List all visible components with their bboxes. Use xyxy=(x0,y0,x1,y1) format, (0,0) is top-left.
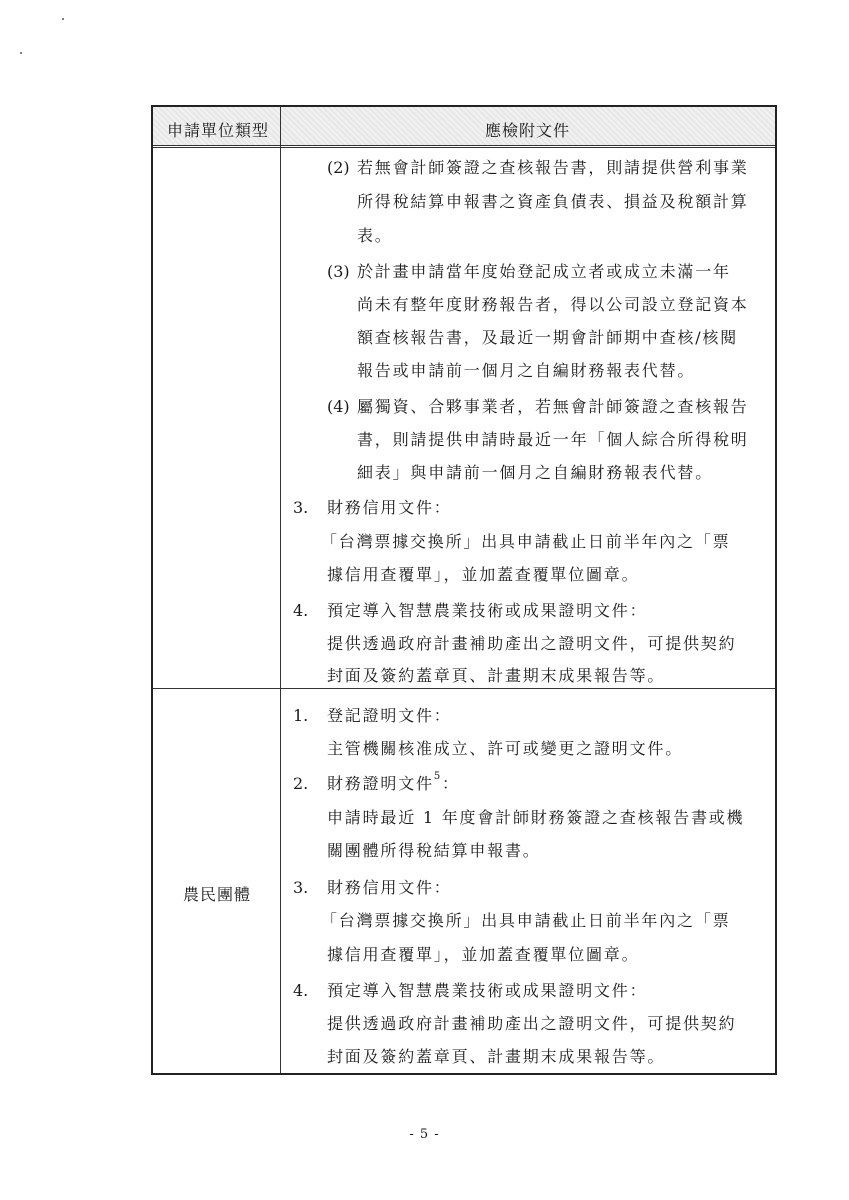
item-number: 4. xyxy=(293,601,309,620)
item-line: 據信用查覆單」，並加蓋查覆單位圖章。 xyxy=(327,565,640,584)
item-number: 1. xyxy=(293,706,309,725)
column-divider xyxy=(280,107,281,1073)
item-line: 細表」與申請前一個月之自編財務報表代替。 xyxy=(357,463,714,482)
item-line: 屬獨資、合夥事業者，若無會計師簽證之查核報告 xyxy=(357,397,749,416)
item-line: 報告或申請前一個月之自編財務報表代替。 xyxy=(357,361,696,380)
item-number: (4) xyxy=(327,397,350,416)
item-line: 申請時最近 1 年度會計師財務簽證之查核報告書或機 xyxy=(327,808,745,827)
applicant-type-farmers-group: 農民團體 xyxy=(183,885,252,904)
item-number: 3. xyxy=(293,498,309,517)
item-title-text: 財務證明文件 xyxy=(327,774,434,793)
item-line: 封面及簽約蓋章頁、計畫期末成果報告等。 xyxy=(327,1047,666,1066)
item-number: 4. xyxy=(293,981,309,1000)
scan-speck xyxy=(20,52,22,54)
header-applicant-type: 申請單位類型 xyxy=(167,121,270,140)
item-line: 於計畫申請當年度始登記成立者或成立未滿一年 xyxy=(357,262,731,281)
page-number: - 5 - xyxy=(409,1127,440,1142)
item-number: (2) xyxy=(327,158,350,177)
item-line: 「台灣票據交換所」出具申請截止日前半年內之「票 xyxy=(321,532,731,551)
item-line: 書，則請提供申請時最近一年「個人綜合所得稅明 xyxy=(357,430,749,449)
item-line: 提供透過政府計畫補助產出之證明文件，可提供契約 xyxy=(327,634,737,653)
item-line: 封面及簽約蓋章頁、計畫期末成果報告等。 xyxy=(327,666,666,685)
item-number: 2. xyxy=(293,774,309,793)
header-divider xyxy=(153,145,775,148)
item-line: 提供透過政府計畫補助產出之證明文件，可提供契約 xyxy=(327,1014,737,1033)
item-line: 登記證明文件： xyxy=(327,706,452,725)
item-title-suffix: ： xyxy=(441,774,460,793)
scan-speck xyxy=(62,18,64,20)
item-title xyxy=(327,771,460,793)
footnote-marker: 5 xyxy=(433,771,442,782)
item-line: 關團體所得稅結算申報書。 xyxy=(327,841,541,860)
header-documents: 應檢附文件 xyxy=(485,121,571,140)
item-line: 財務信用文件： xyxy=(327,878,452,897)
item-line: 財務信用文件： xyxy=(327,498,452,517)
item-line: 表。 xyxy=(357,226,393,245)
item-line: 預定導入智慧農業技術或成果證明文件： xyxy=(327,601,648,620)
item-line: 若無會計師簽證之查核報告書，則請提供營利事業 xyxy=(357,158,749,177)
row-divider xyxy=(153,688,775,689)
item-number: 3. xyxy=(293,878,309,897)
item-line: 尚未有整年度財務報告者，得以公司設立登記資本 xyxy=(357,295,749,314)
item-line: 所得稅結算申報書之資產負債表、損益及稅額計算 xyxy=(357,192,749,211)
item-line: 預定導入智慧農業技術或成果證明文件： xyxy=(327,981,648,1000)
item-line: 額查核報告書，及最近一期會計師期中查核/核閱 xyxy=(357,328,738,347)
requirements-table xyxy=(151,105,777,1075)
item-line: 據信用查覆單」，並加蓋查覆單位圖章。 xyxy=(327,945,640,964)
item-number: (3) xyxy=(327,262,350,281)
item-line: 「台灣票據交換所」出具申請截止日前半年內之「票 xyxy=(321,911,731,930)
item-line: 主管機關核准成立、許可或變更之證明文件。 xyxy=(327,739,684,758)
